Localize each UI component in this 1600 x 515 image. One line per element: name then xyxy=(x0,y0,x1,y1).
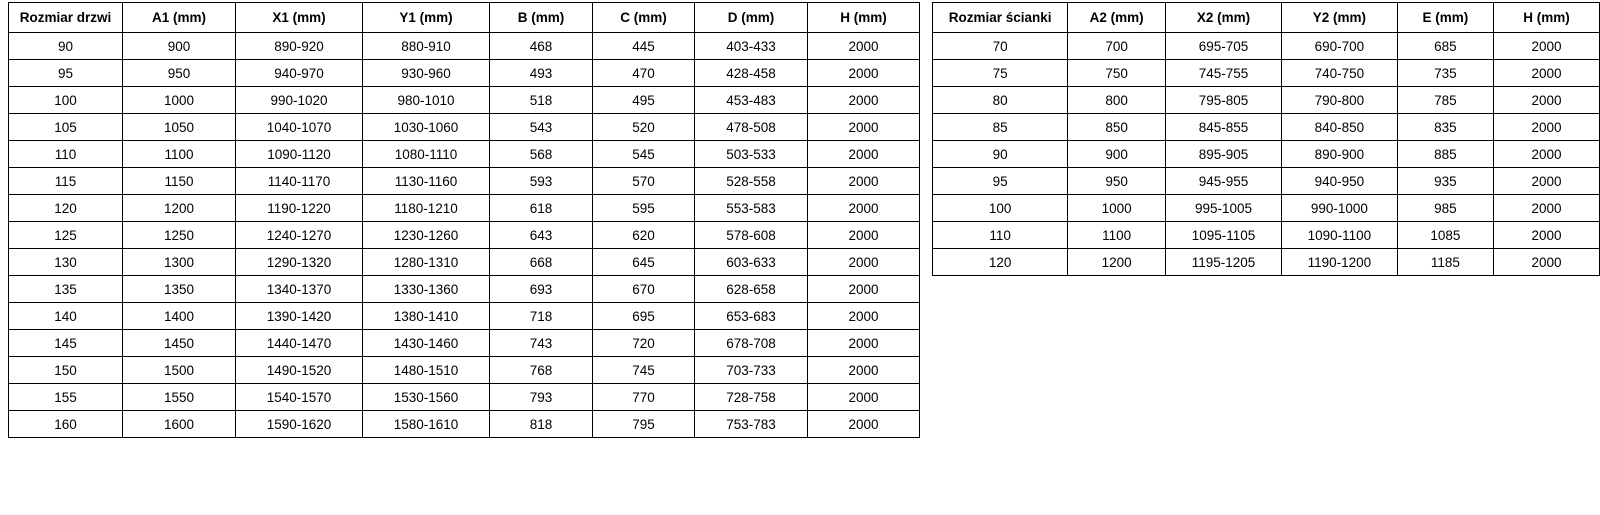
doors-cell: 90 xyxy=(9,33,123,60)
walls-cell: 935 xyxy=(1397,168,1493,195)
doors-cell: 1250 xyxy=(123,222,236,249)
walls-cell: 70 xyxy=(933,33,1068,60)
walls-cell: 2000 xyxy=(1493,114,1599,141)
doors-cell: 453-483 xyxy=(695,87,808,114)
doors-cell: 570 xyxy=(593,168,695,195)
walls-column-header: Y2 (mm) xyxy=(1281,3,1397,33)
doors-cell: 1340-1370 xyxy=(236,276,363,303)
doors-cell: 495 xyxy=(593,87,695,114)
table-row xyxy=(933,87,1600,114)
walls-cell: 1100 xyxy=(1068,222,1166,249)
table-row xyxy=(933,141,1600,168)
doors-cell: 1240-1270 xyxy=(236,222,363,249)
walls-cell: 90 xyxy=(933,141,1068,168)
doors-cell: 718 xyxy=(490,303,593,330)
doors-cell: 603-633 xyxy=(695,249,808,276)
doors-cell: 1030-1060 xyxy=(363,114,490,141)
doors-cell: 145 xyxy=(9,330,123,357)
doors-cell: 1000 xyxy=(123,87,236,114)
doors-cell: 1090-1120 xyxy=(236,141,363,168)
doors-cell: 1440-1470 xyxy=(236,330,363,357)
doors-cell: 695 xyxy=(593,303,695,330)
doors-cell: 1500 xyxy=(123,357,236,384)
doors-column-header: Rozmiar drzwi xyxy=(9,3,123,33)
doors-cell: 2000 xyxy=(808,249,920,276)
doors-cell: 593 xyxy=(490,168,593,195)
doors-cell: 670 xyxy=(593,276,695,303)
table-body xyxy=(9,33,920,438)
walls-cell: 2000 xyxy=(1493,60,1599,87)
walls-cell: 2000 xyxy=(1493,222,1599,249)
doors-cell: 528-558 xyxy=(695,168,808,195)
doors-cell: 543 xyxy=(490,114,593,141)
doors-cell: 818 xyxy=(490,411,593,438)
doors-cell: 753-783 xyxy=(695,411,808,438)
doors-cell: 493 xyxy=(490,60,593,87)
doors-cell: 1600 xyxy=(123,411,236,438)
table-row xyxy=(933,33,1600,60)
doors-cell: 793 xyxy=(490,384,593,411)
doors-cell: 770 xyxy=(593,384,695,411)
doors-cell: 2000 xyxy=(808,33,920,60)
doors-cell: 678-708 xyxy=(695,330,808,357)
walls-cell: 2000 xyxy=(1493,141,1599,168)
doors-cell: 768 xyxy=(490,357,593,384)
walls-cell: 840-850 xyxy=(1281,114,1397,141)
doors-cell: 1350 xyxy=(123,276,236,303)
doors-cell: 403-433 xyxy=(695,33,808,60)
table-row xyxy=(9,384,920,411)
walls-column-header: X2 (mm) xyxy=(1166,3,1282,33)
table-row xyxy=(9,276,920,303)
walls-cell: 995-1005 xyxy=(1166,195,1282,222)
walls-cell: 695-705 xyxy=(1166,33,1282,60)
doors-cell: 520 xyxy=(593,114,695,141)
doors-cell: 1380-1410 xyxy=(363,303,490,330)
doors-cell: 518 xyxy=(490,87,593,114)
walls-cell: 1190-1200 xyxy=(1281,249,1397,276)
doors-cell: 1540-1570 xyxy=(236,384,363,411)
doors-cell: 110 xyxy=(9,141,123,168)
doors-cell: 1080-1110 xyxy=(363,141,490,168)
table-row xyxy=(9,249,920,276)
walls-cell: 80 xyxy=(933,87,1068,114)
doors-cell: 1330-1360 xyxy=(363,276,490,303)
walls-cell: 835 xyxy=(1397,114,1493,141)
doors-column-header: B (mm) xyxy=(490,3,593,33)
doors-cell: 1480-1510 xyxy=(363,357,490,384)
doors-cell: 2000 xyxy=(808,411,920,438)
walls-cell: 1185 xyxy=(1397,249,1493,276)
doors-cell: 1450 xyxy=(123,330,236,357)
doors-cell: 1150 xyxy=(123,168,236,195)
walls-cell: 2000 xyxy=(1493,87,1599,114)
doors-cell: 2000 xyxy=(808,60,920,87)
doors-cell: 880-910 xyxy=(363,33,490,60)
doors-cell: 2000 xyxy=(808,87,920,114)
doors-cell: 745 xyxy=(593,357,695,384)
doors-cell: 2000 xyxy=(808,384,920,411)
doors-cell: 693 xyxy=(490,276,593,303)
table-row xyxy=(9,33,920,60)
doors-cell: 553-583 xyxy=(695,195,808,222)
walls-cell: 1085 xyxy=(1397,222,1493,249)
table-row xyxy=(9,168,920,195)
table-row xyxy=(9,141,920,168)
table-row xyxy=(9,195,920,222)
walls-column-header: E (mm) xyxy=(1397,3,1493,33)
doors-cell: 620 xyxy=(593,222,695,249)
doors-cell: 140 xyxy=(9,303,123,330)
doors-cell: 2000 xyxy=(808,357,920,384)
walls-cell: 895-905 xyxy=(1166,141,1282,168)
doors-cell: 150 xyxy=(9,357,123,384)
doors-column-header: X1 (mm) xyxy=(236,3,363,33)
table-row xyxy=(9,411,920,438)
walls-cell: 845-855 xyxy=(1166,114,1282,141)
doors-dimensions-table-container xyxy=(8,2,920,438)
doors-cell: 628-658 xyxy=(695,276,808,303)
doors-cell: 1590-1620 xyxy=(236,411,363,438)
doors-cell: 890-920 xyxy=(236,33,363,60)
walls-cell: 950 xyxy=(1068,168,1166,195)
walls-cell: 890-900 xyxy=(1281,141,1397,168)
doors-cell: 2000 xyxy=(808,222,920,249)
walls-cell: 1095-1105 xyxy=(1166,222,1282,249)
doors-cell: 95 xyxy=(9,60,123,87)
doors-cell: 1040-1070 xyxy=(236,114,363,141)
walls-cell: 800 xyxy=(1068,87,1166,114)
doors-cell: 980-1010 xyxy=(363,87,490,114)
doors-cell: 155 xyxy=(9,384,123,411)
doors-cell: 595 xyxy=(593,195,695,222)
doors-cell: 1230-1260 xyxy=(363,222,490,249)
walls-cell: 110 xyxy=(933,222,1068,249)
doors-cell: 1580-1610 xyxy=(363,411,490,438)
walls-cell: 700 xyxy=(1068,33,1166,60)
walls-cell: 2000 xyxy=(1493,249,1599,276)
doors-cell: 743 xyxy=(490,330,593,357)
walls-cell: 790-800 xyxy=(1281,87,1397,114)
doors-column-header: Y1 (mm) xyxy=(363,3,490,33)
doors-cell: 2000 xyxy=(808,141,920,168)
table-row xyxy=(933,114,1600,141)
doors-cell: 1050 xyxy=(123,114,236,141)
doors-cell: 1490-1520 xyxy=(236,357,363,384)
doors-cell: 1100 xyxy=(123,141,236,168)
walls-cell: 740-750 xyxy=(1281,60,1397,87)
table-row xyxy=(933,195,1600,222)
walls-cell: 85 xyxy=(933,114,1068,141)
doors-cell: 478-508 xyxy=(695,114,808,141)
doors-cell: 568 xyxy=(490,141,593,168)
doors-cell: 428-458 xyxy=(695,60,808,87)
doors-cell: 503-533 xyxy=(695,141,808,168)
doors-cell: 100 xyxy=(9,87,123,114)
doors-cell: 1430-1460 xyxy=(363,330,490,357)
doors-cell: 720 xyxy=(593,330,695,357)
doors-cell: 1190-1220 xyxy=(236,195,363,222)
doors-cell: 445 xyxy=(593,33,695,60)
doors-cell: 653-683 xyxy=(695,303,808,330)
doors-column-header: C (mm) xyxy=(593,3,695,33)
doors-cell: 900 xyxy=(123,33,236,60)
walls-cell: 100 xyxy=(933,195,1068,222)
walls-cell: 945-955 xyxy=(1166,168,1282,195)
table-header-row xyxy=(933,3,1600,33)
doors-cell: 1300 xyxy=(123,249,236,276)
walls-cell: 690-700 xyxy=(1281,33,1397,60)
doors-cell: 950 xyxy=(123,60,236,87)
doors-cell: 2000 xyxy=(808,114,920,141)
doors-cell: 1280-1310 xyxy=(363,249,490,276)
doors-cell: 1180-1210 xyxy=(363,195,490,222)
table-body xyxy=(933,33,1600,276)
walls-cell: 1200 xyxy=(1068,249,1166,276)
walls-cell: 1090-1100 xyxy=(1281,222,1397,249)
walls-column-header: H (mm) xyxy=(1493,3,1599,33)
doors-cell: 2000 xyxy=(808,168,920,195)
doors-cell: 645 xyxy=(593,249,695,276)
doors-cell: 2000 xyxy=(808,276,920,303)
walls-cell: 2000 xyxy=(1493,168,1599,195)
walls-cell: 95 xyxy=(933,168,1068,195)
doors-cell: 1400 xyxy=(123,303,236,330)
doors-cell: 470 xyxy=(593,60,695,87)
walls-cell: 785 xyxy=(1397,87,1493,114)
doors-cell: 135 xyxy=(9,276,123,303)
table-row xyxy=(9,60,920,87)
doors-cell: 545 xyxy=(593,141,695,168)
doors-cell: 160 xyxy=(9,411,123,438)
table-row xyxy=(9,87,920,114)
table-row xyxy=(9,330,920,357)
doors-cell: 125 xyxy=(9,222,123,249)
walls-cell: 745-755 xyxy=(1166,60,1282,87)
walls-cell: 2000 xyxy=(1493,195,1599,222)
table-row xyxy=(933,168,1600,195)
doors-cell: 578-608 xyxy=(695,222,808,249)
walls-cell: 735 xyxy=(1397,60,1493,87)
table-row xyxy=(9,222,920,249)
doors-cell: 795 xyxy=(593,411,695,438)
doors-cell: 2000 xyxy=(808,195,920,222)
doors-cell: 1200 xyxy=(123,195,236,222)
walls-cell: 75 xyxy=(933,60,1068,87)
table-row xyxy=(9,303,920,330)
walls-cell: 900 xyxy=(1068,141,1166,168)
doors-cell: 1530-1560 xyxy=(363,384,490,411)
walls-cell: 795-805 xyxy=(1166,87,1282,114)
walls-column-header: A2 (mm) xyxy=(1068,3,1166,33)
doors-column-header: H (mm) xyxy=(808,3,920,33)
doors-cell: 468 xyxy=(490,33,593,60)
doors-column-header: A1 (mm) xyxy=(123,3,236,33)
table-row xyxy=(933,249,1600,276)
doors-column-header: D (mm) xyxy=(695,3,808,33)
doors-cell: 940-970 xyxy=(236,60,363,87)
doors-cell: 990-1020 xyxy=(236,87,363,114)
walls-dimensions-table-container xyxy=(932,2,1600,276)
doors-cell: 2000 xyxy=(808,303,920,330)
doors-cell: 105 xyxy=(9,114,123,141)
walls-cell: 750 xyxy=(1068,60,1166,87)
doors-cell: 2000 xyxy=(808,330,920,357)
doors-cell: 120 xyxy=(9,195,123,222)
doors-cell: 930-960 xyxy=(363,60,490,87)
walls-cell: 120 xyxy=(933,249,1068,276)
doors-cell: 1290-1320 xyxy=(236,249,363,276)
walls-column-header: Rozmiar ścianki xyxy=(933,3,1068,33)
doors-cell: 130 xyxy=(9,249,123,276)
doors-cell: 1130-1160 xyxy=(363,168,490,195)
table-header-row xyxy=(9,3,920,33)
doors-cell: 618 xyxy=(490,195,593,222)
walls-cell: 985 xyxy=(1397,195,1493,222)
walls-cell: 685 xyxy=(1397,33,1493,60)
doors-cell: 728-758 xyxy=(695,384,808,411)
walls-cell: 2000 xyxy=(1493,33,1599,60)
table-row xyxy=(9,357,920,384)
walls-cell: 1195-1205 xyxy=(1166,249,1282,276)
doors-cell: 1390-1420 xyxy=(236,303,363,330)
walls-cell: 885 xyxy=(1397,141,1493,168)
doors-cell: 115 xyxy=(9,168,123,195)
doors-cell: 1140-1170 xyxy=(236,168,363,195)
walls-dimensions-table xyxy=(932,2,1600,276)
doors-cell: 643 xyxy=(490,222,593,249)
doors-cell: 703-733 xyxy=(695,357,808,384)
doors-dimensions-table xyxy=(8,2,920,438)
doors-cell: 668 xyxy=(490,249,593,276)
walls-cell: 990-1000 xyxy=(1281,195,1397,222)
walls-cell: 850 xyxy=(1068,114,1166,141)
table-row xyxy=(933,60,1600,87)
table-row xyxy=(9,114,920,141)
walls-cell: 1000 xyxy=(1068,195,1166,222)
table-row xyxy=(933,222,1600,249)
doors-cell: 1550 xyxy=(123,384,236,411)
walls-cell: 940-950 xyxy=(1281,168,1397,195)
